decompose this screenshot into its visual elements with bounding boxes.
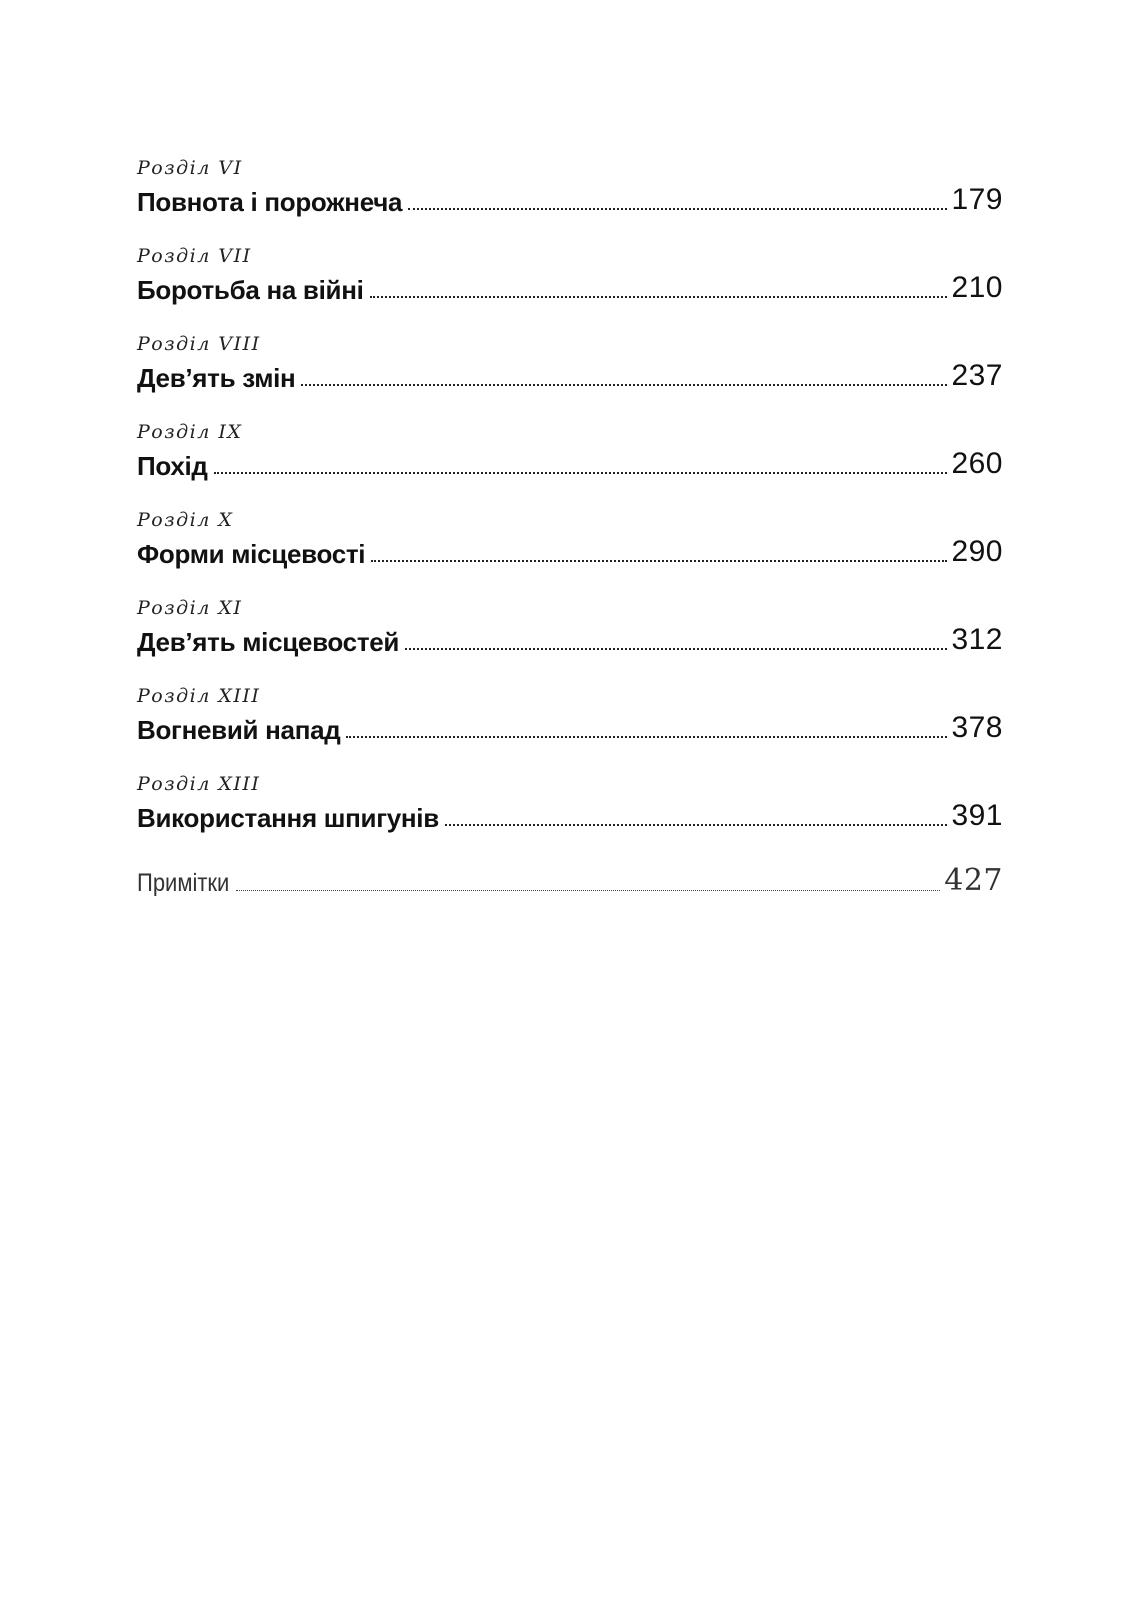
toc-title-row <box>137 267 1003 303</box>
toc-title-row <box>137 531 1003 567</box>
toc-entry-chapter-11[interactable] <box>137 595 1003 683</box>
toc-entry-chapter-13[interactable] <box>137 771 1003 859</box>
dot-leader <box>405 648 947 650</box>
chapter-label: Розділ VII <box>137 245 252 267</box>
page-number: 312 <box>951 623 1003 656</box>
toc-title-row <box>137 619 1003 655</box>
chapter-label: Розділ IX <box>137 421 243 443</box>
page-number: 378 <box>951 711 1003 744</box>
dot-leader <box>371 560 947 562</box>
toc-entry-chapter-10[interactable] <box>137 507 1003 595</box>
dot-leader <box>370 296 948 298</box>
toc-entry-notes[interactable] <box>137 860 1003 896</box>
toc-entry-chapter-6[interactable] <box>137 155 1003 243</box>
page-number: 237 <box>951 359 1003 392</box>
chapter-title: Повнота і порожнеча <box>137 187 403 217</box>
chapter-label: Розділ X <box>137 509 234 531</box>
dot-leader <box>236 890 940 891</box>
dot-leader <box>214 472 948 474</box>
chapter-label: Розділ XI <box>137 597 243 619</box>
chapter-title: Вогневий напад <box>137 715 341 745</box>
dot-leader <box>301 384 947 386</box>
chapter-label: Розділ XIII <box>137 685 261 707</box>
toc-title-row <box>137 355 1003 391</box>
page-number: 391 <box>951 799 1003 832</box>
toc-entry-chapter-12[interactable] <box>137 683 1003 771</box>
toc-title-row <box>137 179 1003 215</box>
page-number: 260 <box>951 447 1003 480</box>
chapter-label: Розділ VIII <box>137 333 261 355</box>
toc-title-row <box>137 443 1003 479</box>
dot-leader <box>445 824 948 826</box>
page-number: 427 <box>944 863 1003 898</box>
toc-entry-chapter-7[interactable] <box>137 243 1003 331</box>
page-number: 210 <box>951 271 1003 304</box>
chapter-title: Використання шпигунів <box>137 803 439 833</box>
toc-entry-chapter-8[interactable] <box>137 331 1003 419</box>
dot-leader <box>346 736 947 738</box>
chapter-label: Розділ VI <box>137 157 243 179</box>
dot-leader <box>408 208 947 210</box>
toc-entry-chapter-9[interactable] <box>137 419 1003 507</box>
chapter-title: Похід <box>137 451 208 481</box>
chapter-title: Форми місцевості <box>137 539 366 569</box>
toc-title-row <box>137 707 1003 743</box>
page-number: 290 <box>951 535 1003 568</box>
chapter-title: Дев’ять змін <box>137 363 296 393</box>
page-number: 179 <box>951 183 1003 216</box>
chapter-title: Боротьба на війні <box>137 275 364 305</box>
chapter-title: Дев’ять місцевостей <box>137 627 400 657</box>
notes-title: Примітки <box>137 869 230 897</box>
table-of-contents <box>137 155 1003 898</box>
chapter-label: Розділ XIII <box>137 773 261 795</box>
toc-title-row <box>137 795 1003 831</box>
